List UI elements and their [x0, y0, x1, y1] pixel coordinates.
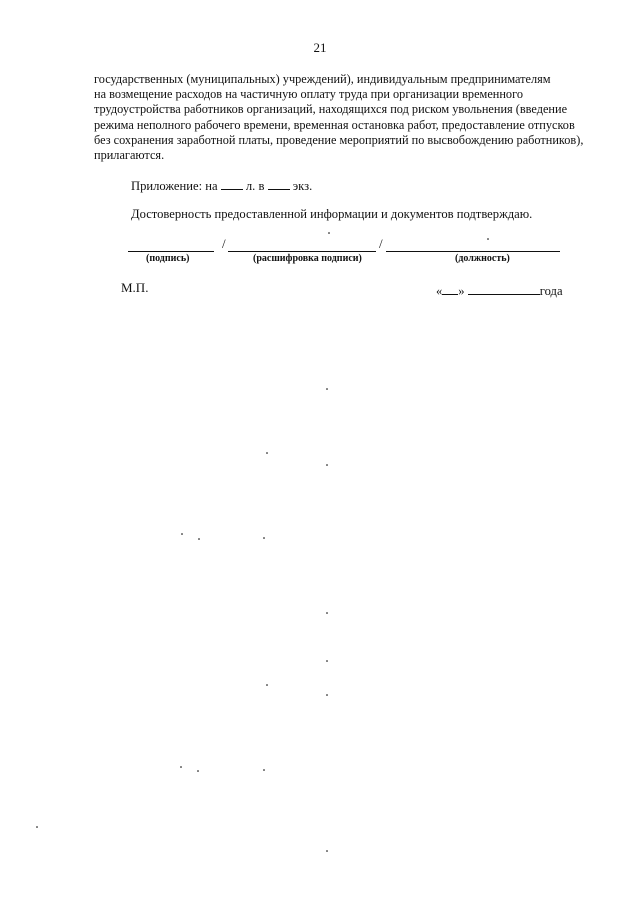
- scan-speck: [487, 238, 489, 240]
- scan-speck: [263, 769, 265, 771]
- paragraph-line: на возмещение расходов на частичную оплату труда при организации временного: [94, 87, 523, 102]
- scan-speck: [181, 533, 183, 535]
- date-open-quote: «: [436, 284, 443, 298]
- scan-speck: [328, 232, 330, 234]
- position-field[interactable]: [386, 239, 560, 252]
- date-year-word: года: [539, 284, 563, 298]
- paragraph-line: режима неполного рабочего времени, временная остановка работ, предоставление отпусков: [94, 117, 575, 132]
- annex-pages-blank[interactable]: [221, 177, 243, 190]
- confirmation-text: Достоверность предоставленной информации и документов подтверждаю.: [131, 207, 533, 221]
- scan-speck: [326, 388, 328, 390]
- scan-speck: [266, 452, 268, 454]
- date-line: [436, 282, 563, 299]
- body-paragraph: [94, 72, 610, 163]
- annex-line: [131, 177, 312, 194]
- scan-speck: [326, 612, 328, 614]
- scan-speck: [326, 694, 328, 696]
- signature-field[interactable]: [128, 239, 214, 252]
- annex-copies-blank[interactable]: [268, 177, 290, 190]
- scan-speck: [326, 850, 328, 852]
- annex-prefix: Приложение: на: [131, 179, 218, 193]
- paragraph-line: государственных (муниципальных) учреждений), индивидуальным предпринимателям: [94, 72, 551, 86]
- date-day-blank[interactable]: [442, 282, 458, 295]
- scan-speck: [326, 660, 328, 662]
- annex-middle: л. в: [245, 179, 265, 193]
- date-close-quote: »: [458, 284, 465, 298]
- scan-speck: [180, 766, 182, 768]
- paragraph-line: трудоустройства работников организаций, находящихся под риском увольнения (введение: [94, 102, 568, 117]
- stamp-label: М.П.: [121, 280, 149, 295]
- date-month-blank[interactable]: [468, 282, 540, 295]
- scan-speck: [263, 537, 265, 539]
- decryption-field[interactable]: [228, 239, 376, 252]
- scan-speck: [326, 464, 328, 466]
- paragraph-line: прилагаются.: [94, 148, 165, 163]
- paragraph-line: без сохранения заработной платы, проведение мероприятий по высвобождению работников),: [94, 132, 584, 147]
- scan-speck: [197, 770, 199, 772]
- slash-separator-2: /: [379, 236, 383, 251]
- caption-signature: (подпись): [146, 253, 190, 264]
- annex-suffix: экз.: [292, 179, 313, 193]
- scan-speck: [266, 684, 268, 686]
- scan-speck: [198, 538, 200, 540]
- slash-separator-1: /: [222, 236, 226, 251]
- scan-speck: [36, 826, 38, 828]
- page-number: 21: [313, 40, 327, 55]
- caption-decryption: (расшифровка подписи): [253, 253, 362, 264]
- caption-position: (должность): [455, 253, 510, 264]
